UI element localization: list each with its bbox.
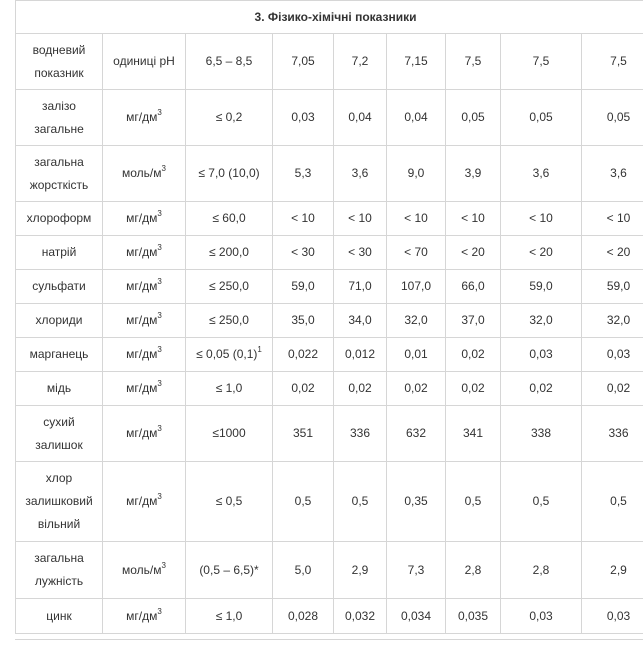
norm-cell (186, 338, 273, 372)
unit-superscript: 3 (157, 209, 162, 218)
value-cell: 0,01 (387, 338, 446, 372)
value-cell: 0,034 (387, 599, 446, 634)
value-cell: < 10 (446, 202, 501, 236)
norm-text: ≤ 7,0 (10,0) (198, 166, 260, 180)
value-cell: < 70 (387, 236, 446, 270)
norm-text: ≤ 60,0 (212, 211, 246, 225)
parameter-name: цинк (16, 599, 103, 634)
unit-superscript: 3 (161, 164, 166, 173)
unit-cell (103, 146, 186, 202)
unit-superscript: 3 (157, 424, 162, 433)
value-cell: 0,02 (582, 372, 643, 406)
table-row (16, 304, 643, 338)
unit-cell (103, 542, 186, 599)
table-row (16, 406, 643, 462)
parameter-name: сухий залишок (16, 406, 103, 462)
value-cell: 3,9 (446, 146, 501, 202)
norm-cell (186, 90, 273, 146)
value-cell: < 30 (273, 236, 334, 270)
value-cell: 59,0 (273, 270, 334, 304)
unit-cell (103, 236, 186, 270)
value-cell: 0,02 (501, 372, 582, 406)
norm-cell (186, 202, 273, 236)
value-cell: 0,05 (582, 90, 643, 146)
value-cell: 0,5 (582, 462, 643, 542)
value-cell: 0,03 (273, 90, 334, 146)
value-cell: 107,0 (387, 270, 446, 304)
physico-chemical-table (15, 0, 643, 634)
unit-text: мг/дм (126, 313, 158, 327)
parameter-name: хлор залишковий вільний (16, 462, 103, 542)
parameter-name: натрій (16, 236, 103, 270)
unit-text: мг/дм (126, 608, 158, 623)
value-cell: 336 (334, 406, 387, 462)
norm-cell (186, 372, 273, 406)
norm-cell (186, 146, 273, 202)
table-row (16, 270, 643, 304)
unit-cell (103, 372, 186, 406)
value-cell: 632 (387, 406, 446, 462)
unit-superscript: 3 (161, 560, 166, 570)
norm-cell (186, 542, 273, 599)
parameter-name: хлороформ (16, 202, 103, 236)
value-cell: < 20 (582, 236, 643, 270)
unit-superscript: 3 (157, 606, 162, 616)
norm-cell (186, 406, 273, 462)
unit-superscript: 3 (157, 379, 162, 388)
value-cell: 5,0 (273, 542, 334, 599)
value-cell: 7,3 (387, 542, 446, 599)
value-cell: 2,8 (446, 542, 501, 599)
value-cell: < 10 (273, 202, 334, 236)
unit-text: мг/дм (126, 211, 158, 225)
value-cell: 0,02 (446, 372, 501, 406)
unit-text: мг/дм (126, 279, 158, 293)
value-cell: 2,9 (582, 542, 643, 599)
value-cell: 0,032 (334, 599, 387, 634)
value-cell: 32,0 (501, 304, 582, 338)
value-cell: 0,03 (582, 338, 643, 372)
value-cell: 34,0 (334, 304, 387, 338)
value-cell: 3,6 (501, 146, 582, 202)
value-cell: < 10 (501, 202, 582, 236)
norm-cell (186, 270, 273, 304)
value-cell: 336 (582, 406, 643, 462)
value-cell: 0,05 (501, 90, 582, 146)
value-cell: 7,05 (273, 34, 334, 90)
norm-cell (186, 236, 273, 270)
value-cell: 59,0 (501, 270, 582, 304)
unit-cell (103, 270, 186, 304)
value-cell: 0,02 (334, 372, 387, 406)
unit-text: мг/дм (126, 381, 158, 395)
norm-text: ≤ 1,0 (215, 381, 243, 395)
norm-text: (0,5 – 6,5)* (199, 562, 259, 577)
unit-cell (103, 599, 186, 634)
table-row (16, 599, 643, 634)
value-cell: 32,0 (582, 304, 643, 338)
unit-superscript: 3 (157, 108, 162, 117)
value-cell: 0,5 (501, 462, 582, 542)
value-cell: 0,028 (273, 599, 334, 634)
unit-text: моль/м (122, 562, 162, 577)
value-cell: 0,03 (501, 599, 582, 634)
unit-superscript: 3 (157, 277, 162, 286)
unit-text: мг/дм (126, 494, 158, 508)
parameter-name: залізо загальне (16, 90, 103, 146)
unit-text: мг/дм (126, 245, 158, 259)
table-row (16, 34, 643, 90)
unit-superscript: 3 (157, 492, 162, 501)
unit-text: мг/дм (126, 426, 158, 440)
table-row (16, 372, 643, 406)
norm-cell (186, 462, 273, 542)
table-row (16, 146, 643, 202)
unit-cell (103, 406, 186, 462)
table-row (16, 542, 643, 599)
value-cell: 0,04 (387, 90, 446, 146)
value-cell: 5,3 (273, 146, 334, 202)
value-cell: 0,5 (273, 462, 334, 542)
norm-text: ≤1000 (212, 426, 246, 440)
value-cell: 59,0 (582, 270, 643, 304)
unit-text: моль/м (122, 166, 162, 180)
norm-text: ≤ 200,0 (209, 245, 249, 259)
value-cell: < 10 (387, 202, 446, 236)
norm-cell (186, 34, 273, 90)
unit-cell (103, 90, 186, 146)
value-cell: 7,5 (446, 34, 501, 90)
parameter-name: водневий показник (16, 34, 103, 90)
value-cell: < 20 (446, 236, 501, 270)
parameter-name: сульфати (16, 270, 103, 304)
norm-text: ≤ 0,2 (215, 110, 243, 124)
table-row (16, 236, 643, 270)
table-row (16, 338, 643, 372)
value-cell: 0,02 (446, 338, 501, 372)
parameter-name: загальна лужність (16, 542, 103, 599)
parameter-name: мідь (16, 372, 103, 406)
value-cell: 7,2 (334, 34, 387, 90)
value-cell: 3,6 (334, 146, 387, 202)
unit-cell (103, 304, 186, 338)
table-row (16, 462, 643, 542)
norm-text: ≤ 0,5 (215, 494, 243, 508)
norm-cell (186, 599, 273, 634)
parameter-name: загальна жорсткість (16, 146, 103, 202)
section-title: 3. Фізико-хімічні показники (16, 1, 643, 34)
unit-superscript: 3 (157, 243, 162, 252)
value-cell: 341 (446, 406, 501, 462)
value-cell: 0,02 (387, 372, 446, 406)
norm-superscript: 1 (257, 345, 262, 354)
norm-cell (186, 304, 273, 338)
value-cell: 7,5 (582, 34, 643, 90)
value-cell: 32,0 (387, 304, 446, 338)
norm-text: ≤ 0,05 (0,1) (196, 347, 258, 361)
value-cell: 0,03 (582, 599, 643, 634)
value-cell: < 10 (334, 202, 387, 236)
value-cell: 0,035 (446, 599, 501, 634)
value-cell: 0,02 (273, 372, 334, 406)
value-cell: 2,9 (334, 542, 387, 599)
section-header-row (16, 1, 643, 34)
unit-superscript: 3 (157, 311, 162, 320)
norm-text: ≤ 250,0 (209, 313, 249, 327)
value-cell: 7,15 (387, 34, 446, 90)
value-cell: 7,5 (501, 34, 582, 90)
unit-cell (103, 34, 186, 90)
unit-cell (103, 462, 186, 542)
unit-cell (103, 202, 186, 236)
value-cell: 9,0 (387, 146, 446, 202)
value-cell: 35,0 (273, 304, 334, 338)
value-cell: 37,0 (446, 304, 501, 338)
unit-superscript: 3 (157, 345, 162, 354)
parameter-name: хлориди (16, 304, 103, 338)
value-cell: 0,5 (334, 462, 387, 542)
unit-cell (103, 338, 186, 372)
value-cell: 0,04 (334, 90, 387, 146)
value-cell: < 20 (501, 236, 582, 270)
unit-text: одиниці pH (113, 54, 175, 68)
norm-text: ≤ 250,0 (209, 279, 249, 293)
value-cell: 0,5 (446, 462, 501, 542)
value-cell: 0,35 (387, 462, 446, 542)
value-cell: 351 (273, 406, 334, 462)
value-cell: 2,8 (501, 542, 582, 599)
value-cell: 3,6 (582, 146, 643, 202)
value-cell: < 30 (334, 236, 387, 270)
indicators-table-container (15, 0, 643, 634)
table-row (16, 90, 643, 146)
value-cell: 0,05 (446, 90, 501, 146)
value-cell: 71,0 (334, 270, 387, 304)
value-cell: < 10 (582, 202, 643, 236)
table-row (16, 202, 643, 236)
value-cell: 66,0 (446, 270, 501, 304)
value-cell: 338 (501, 406, 582, 462)
value-cell: 0,022 (273, 338, 334, 372)
value-cell: 0,012 (334, 338, 387, 372)
unit-text: мг/дм (126, 347, 158, 361)
bottom-divider (15, 639, 643, 640)
parameter-name: марганець (16, 338, 103, 372)
norm-text: 6,5 – 8,5 (205, 54, 253, 68)
value-cell: 0,03 (501, 338, 582, 372)
unit-text: мг/дм (126, 110, 158, 124)
norm-text: ≤ 1,0 (215, 608, 243, 623)
